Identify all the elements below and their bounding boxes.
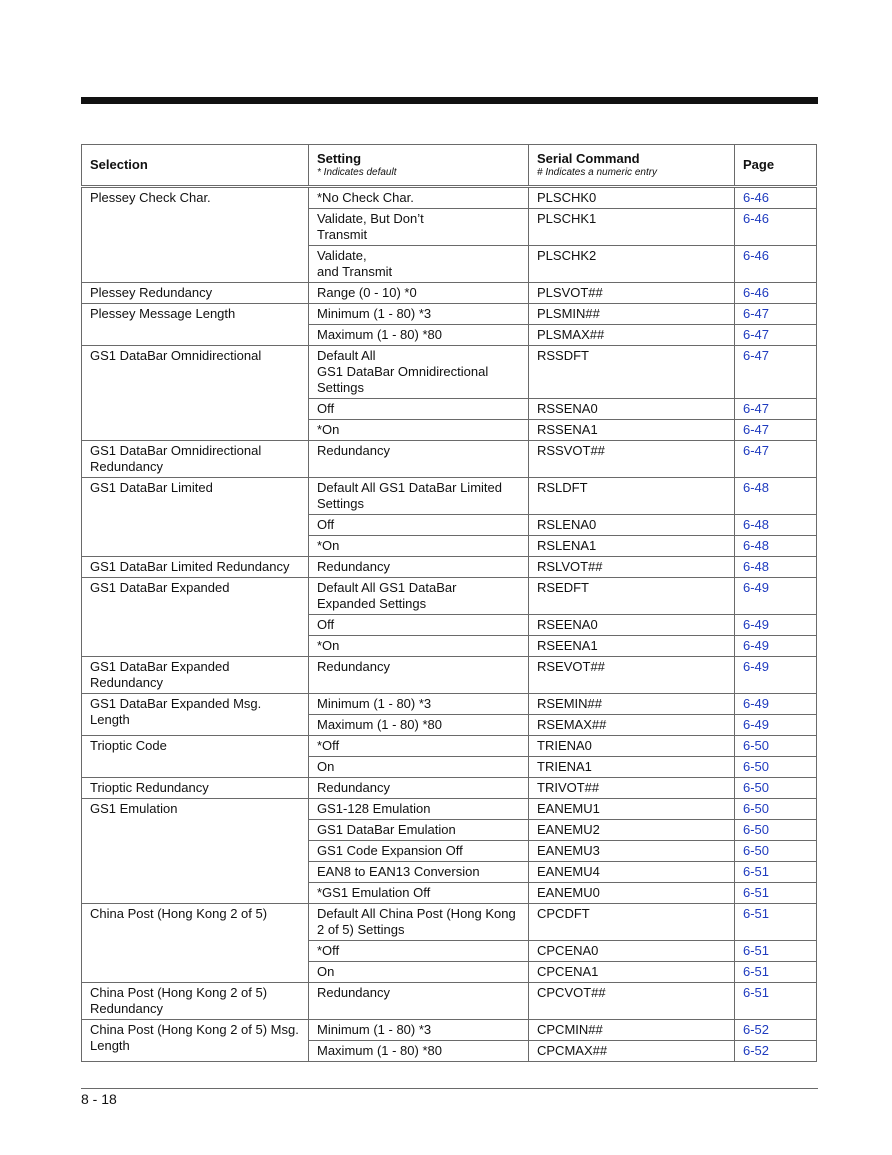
page-reference-link[interactable]: 6-47 <box>743 401 770 416</box>
page-reference-link[interactable]: 6-52 <box>743 1022 770 1037</box>
serial-command-cell: PLSCHK2 <box>529 246 735 283</box>
serial-command-cell: PLSCHK1 <box>529 209 735 246</box>
serial-command-cell: PLSVOT## <box>529 283 735 304</box>
page-reference-link[interactable]: 6-47 <box>743 306 770 321</box>
selection-cell: Trioptic Redundancy <box>82 778 309 799</box>
selection-cell: China Post (Hong Kong 2 of 5) <box>82 904 309 983</box>
page-reference-link[interactable]: 6-49 <box>743 638 770 653</box>
page-cell <box>735 578 817 615</box>
selection-header: Selection <box>82 145 309 187</box>
page-reference-link[interactable]: 6-46 <box>743 248 770 263</box>
page-reference-link[interactable]: 6-48 <box>743 559 770 574</box>
serial-command-header: Serial Command # Indicates a numeric entry <box>529 145 735 187</box>
page-reference-link[interactable]: 6-47 <box>743 422 770 437</box>
page-cell <box>735 536 817 557</box>
page-cell <box>735 420 817 441</box>
page-cell <box>735 657 817 694</box>
setting-cell: Validate, and Transmit <box>309 246 529 283</box>
setting-cell: Redundancy <box>309 657 529 694</box>
serial-command-cell: TRIENA0 <box>529 736 735 757</box>
selection-cell: GS1 DataBar Expanded <box>82 578 309 657</box>
page-cell <box>735 1020 817 1041</box>
page-cell <box>735 441 817 478</box>
page-reference-link[interactable]: 6-50 <box>743 759 770 774</box>
serial-command-cell: RSEENA1 <box>529 636 735 657</box>
header-rule <box>81 97 818 104</box>
serial-command-cell: RSLENA0 <box>529 515 735 536</box>
page-reference-link[interactable]: 6-51 <box>743 985 770 1000</box>
page-reference-link[interactable]: 6-48 <box>743 538 770 553</box>
setting-cell: *Off <box>309 736 529 757</box>
setting-cell: Minimum (1 - 80) *3 <box>309 304 529 325</box>
setting-cell: *Off <box>309 941 529 962</box>
serial-command-cell: CPCENA0 <box>529 941 735 962</box>
page-reference-link[interactable]: 6-50 <box>743 843 770 858</box>
setting-cell: Redundancy <box>309 983 529 1020</box>
table-row <box>82 578 817 615</box>
page-cell <box>735 325 817 346</box>
serial-command-cell: EANEMU2 <box>529 820 735 841</box>
page-cell <box>735 346 817 399</box>
serial-command-cell: CPCVOT## <box>529 983 735 1020</box>
serial-command-cell: TRIVOT## <box>529 778 735 799</box>
serial-command-table <box>81 144 817 1062</box>
page-reference-link[interactable]: 6-51 <box>743 906 770 921</box>
page-reference-link[interactable]: 6-50 <box>743 822 770 837</box>
page-cell <box>735 636 817 657</box>
page-cell <box>735 515 817 536</box>
table-row <box>82 657 817 694</box>
page-reference-link[interactable]: 6-48 <box>743 480 770 495</box>
serial-command-cell: CPCMAX## <box>529 1041 735 1062</box>
serial-command-cell: EANEMU3 <box>529 841 735 862</box>
page-cell <box>735 962 817 983</box>
serial-command-cell: RSEMAX## <box>529 715 735 736</box>
setting-cell: GS1 Code Expansion Off <box>309 841 529 862</box>
page-reference-link[interactable]: 6-48 <box>743 517 770 532</box>
page-cell <box>735 904 817 941</box>
page-reference-link[interactable]: 6-49 <box>743 580 770 595</box>
selection-cell: China Post (Hong Kong 2 of 5) Msg. Length <box>82 1020 309 1062</box>
page-cell <box>735 862 817 883</box>
selection-cell: GS1 Emulation <box>82 799 309 904</box>
serial-command-cell: RSSDFT <box>529 346 735 399</box>
selection-cell: GS1 DataBar Expanded Redundancy <box>82 657 309 694</box>
page-reference-link[interactable]: 6-46 <box>743 211 770 226</box>
table-row <box>82 283 817 304</box>
setting-cell: Default All China Post (Hong Kong 2 of 5) Settings <box>309 904 529 941</box>
page-cell <box>735 736 817 757</box>
page-reference-link[interactable]: 6-49 <box>743 659 770 674</box>
page-reference-link[interactable]: 6-46 <box>743 285 770 300</box>
page-cell <box>735 715 817 736</box>
page-cell <box>735 941 817 962</box>
page-reference-link[interactable]: 6-47 <box>743 348 770 363</box>
setting-cell: GS1 DataBar Emulation <box>309 820 529 841</box>
table-row <box>82 736 817 757</box>
page-cell <box>735 187 817 209</box>
page-reference-link[interactable]: 6-52 <box>743 1043 770 1058</box>
setting-cell: Maximum (1 - 80) *80 <box>309 1041 529 1062</box>
setting-cell: Redundancy <box>309 557 529 578</box>
page-reference-link[interactable]: 6-51 <box>743 964 770 979</box>
serial-command-cell: RSLVOT## <box>529 557 735 578</box>
serial-command-cell: EANEMU4 <box>529 862 735 883</box>
setting-cell: On <box>309 962 529 983</box>
setting-cell: Off <box>309 515 529 536</box>
serial-command-cell: PLSMIN## <box>529 304 735 325</box>
page-reference-link[interactable]: 6-51 <box>743 885 770 900</box>
table-row <box>82 304 817 325</box>
page-cell <box>735 399 817 420</box>
selection-cell: Plessey Check Char. <box>82 187 309 283</box>
selection-cell: GS1 DataBar Limited Redundancy <box>82 557 309 578</box>
setting-cell: Default All GS1 DataBar Limited Settings <box>309 478 529 515</box>
selection-cell: Plessey Redundancy <box>82 283 309 304</box>
page-cell <box>735 283 817 304</box>
setting-cell: *On <box>309 420 529 441</box>
table-row <box>82 1020 817 1041</box>
table-body <box>82 187 817 1062</box>
page-header: Page <box>735 145 817 187</box>
setting-cell: Range (0 - 10) *0 <box>309 283 529 304</box>
page-cell <box>735 478 817 515</box>
selection-cell: China Post (Hong Kong 2 of 5) Redundancy <box>82 983 309 1020</box>
setting-cell: *GS1 Emulation Off <box>309 883 529 904</box>
page-cell <box>735 883 817 904</box>
table-row <box>82 799 817 820</box>
selection-cell: GS1 DataBar Omnidirectional <box>82 346 309 441</box>
selection-cell: GS1 DataBar Limited <box>82 478 309 557</box>
setting-cell: Validate, But Don’t Transmit <box>309 209 529 246</box>
page-reference-link[interactable]: 6-49 <box>743 717 770 732</box>
serial-command-cell: RSLENA1 <box>529 536 735 557</box>
selection-cell: Trioptic Code <box>82 736 309 778</box>
setting-cell: On <box>309 757 529 778</box>
page-cell <box>735 757 817 778</box>
page-cell <box>735 615 817 636</box>
page-reference-link[interactable]: 6-50 <box>743 738 770 753</box>
serial-command-cell: CPCENA1 <box>529 962 735 983</box>
setting-header: Setting * Indicates default <box>309 145 529 187</box>
page-cell <box>735 841 817 862</box>
serial-command-cell: RSLDFT <box>529 478 735 515</box>
page-reference-link[interactable]: 6-50 <box>743 801 770 816</box>
page-reference-link[interactable]: 6-49 <box>743 617 770 632</box>
footer-rule <box>81 1088 818 1089</box>
serial-command-cell: PLSCHK0 <box>529 187 735 209</box>
setting-cell: Minimum (1 - 80) *3 <box>309 1020 529 1041</box>
page-cell <box>735 209 817 246</box>
setting-cell: Redundancy <box>309 441 529 478</box>
table-row <box>82 346 817 399</box>
page-cell <box>735 304 817 325</box>
serial-command-cell: CPCMIN## <box>529 1020 735 1041</box>
table-row <box>82 478 817 515</box>
page-reference-link[interactable]: 6-51 <box>743 943 770 958</box>
table-row <box>82 441 817 478</box>
setting-cell: Default All GS1 DataBar Expanded Settings <box>309 578 529 615</box>
setting-cell: *On <box>309 636 529 657</box>
setting-header-note: * Indicates default <box>317 167 397 178</box>
page-cell <box>735 983 817 1020</box>
setting-cell: Maximum (1 - 80) *80 <box>309 715 529 736</box>
page-cell <box>735 778 817 799</box>
table-row <box>82 187 817 209</box>
page-cell <box>735 799 817 820</box>
page-cell <box>735 694 817 715</box>
page-reference-link[interactable]: 6-47 <box>743 443 770 458</box>
page-number: 8 - 18 <box>81 1091 117 1107</box>
page-cell <box>735 246 817 283</box>
serial-command-cell: PLSMAX## <box>529 325 735 346</box>
selection-cell: GS1 DataBar Omnidirectional Redundancy <box>82 441 309 478</box>
setting-cell: Default All GS1 DataBar Omnidirectional Settings <box>309 346 529 399</box>
page-cell <box>735 557 817 578</box>
page-cell <box>735 1041 817 1062</box>
table-header-row <box>82 145 817 187</box>
serial-command-cell: RSEDFT <box>529 578 735 615</box>
table-row <box>82 983 817 1020</box>
setting-cell: Maximum (1 - 80) *80 <box>309 325 529 346</box>
serial-command-cell: RSEMIN## <box>529 694 735 715</box>
selection-cell: Plessey Message Length <box>82 304 309 346</box>
page-reference-link[interactable]: 6-51 <box>743 864 770 879</box>
serial-command-cell: RSSENA0 <box>529 399 735 420</box>
setting-cell: *No Check Char. <box>309 187 529 209</box>
serial-command-cell: EANEMU1 <box>529 799 735 820</box>
serial-command-cell: TRIENA1 <box>529 757 735 778</box>
serial-command-cell: RSSENA1 <box>529 420 735 441</box>
setting-cell: *On <box>309 536 529 557</box>
serial-command-cell: EANEMU0 <box>529 883 735 904</box>
table-row <box>82 904 817 941</box>
serial-command-header-note: # Indicates a numeric entry <box>537 167 658 178</box>
page-reference-link[interactable]: 6-49 <box>743 696 770 711</box>
page-reference-link[interactable]: 6-46 <box>743 190 770 205</box>
table-row <box>82 778 817 799</box>
setting-cell: Off <box>309 615 529 636</box>
setting-cell: EAN8 to EAN13 Conversion <box>309 862 529 883</box>
setting-cell: Off <box>309 399 529 420</box>
serial-command-cell: RSEVOT## <box>529 657 735 694</box>
table-row <box>82 694 817 715</box>
page-reference-link[interactable]: 6-50 <box>743 780 770 795</box>
setting-cell: Redundancy <box>309 778 529 799</box>
serial-command-cell: RSSVOT## <box>529 441 735 478</box>
page-reference-link[interactable]: 6-47 <box>743 327 770 342</box>
serial-command-cell: RSEENA0 <box>529 615 735 636</box>
selection-cell: GS1 DataBar Expanded Msg. Length <box>82 694 309 736</box>
table-row <box>82 557 817 578</box>
serial-command-cell: CPCDFT <box>529 904 735 941</box>
setting-cell: Minimum (1 - 80) *3 <box>309 694 529 715</box>
page-cell <box>735 820 817 841</box>
setting-cell: GS1-128 Emulation <box>309 799 529 820</box>
